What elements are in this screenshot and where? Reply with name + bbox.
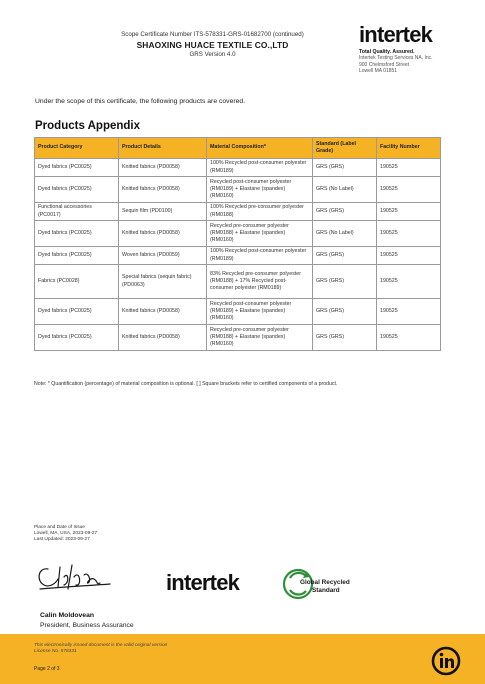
logo-wordmark: intertek (359, 22, 433, 47)
table-row (35, 203, 441, 221)
table-cell: Recycled pre-consumer polyester (RM0188) + Elastane (spandex) (RM0160) (207, 325, 313, 351)
products-table (34, 137, 441, 351)
issue-info (34, 525, 97, 544)
table-cell: 190525 (377, 299, 441, 325)
table-row (35, 299, 441, 325)
table-cell: Dyed fabrics (PC0025) (35, 325, 119, 351)
address-line: Intertek Testing Services NA, Inc. (359, 55, 433, 61)
table-cell: 190525 (377, 177, 441, 203)
table-cell: 190525 (377, 203, 441, 221)
logo-tagline: Total Quality. Assured. (359, 49, 415, 55)
signer-name: Calin Moldovean (40, 612, 95, 619)
table-row (35, 159, 441, 177)
table-cell: GRS (GRS) (313, 159, 377, 177)
table-cell: GRS (GRS) (313, 247, 377, 265)
certificate-reference: Scope Certificate Number ITS-578331-GRS-01682700 (continued) (121, 31, 304, 38)
table-cell: 100% Recycled post-consumer polyester (RM0189) (207, 247, 313, 265)
table-row (35, 177, 441, 203)
column-header: Product Category (35, 138, 119, 159)
footer-band (0, 634, 485, 684)
table-cell: 100% Recycled post-consumer polyester (RM0189) (207, 159, 313, 177)
table-cell: Fabrics (PC0028) (35, 265, 119, 299)
table-cell: GRS (GRS) (313, 203, 377, 221)
table-cell: Functional accessories (PC0017) (35, 203, 119, 221)
table-cell: 100% Recycled pre-consumer polyester (RM0188) (207, 203, 313, 221)
issue-label: Place and Date of Issue (34, 525, 85, 530)
table-cell: 190525 (377, 265, 441, 299)
table-cell: GRS (No Label) (313, 221, 377, 247)
table-cell: Dyed fabrics (PC0025) (35, 299, 119, 325)
intertek-in-icon (430, 645, 462, 677)
table-cell: Knitted fabrics (PD0058) (119, 325, 207, 351)
scope-statement: Under the scope of this certificate, the following products are covered. (35, 98, 246, 105)
table-row (35, 325, 441, 351)
table-cell: 190525 (377, 325, 441, 351)
table-cell: Knitted fabrics (PD0058) (119, 221, 207, 247)
column-header: Facility Number (377, 138, 441, 159)
issue-last-updated: Last Updated: 2023-09-27 (34, 537, 90, 543)
table-cell: Dyed fabrics (PC0025) (35, 247, 119, 265)
table-cell: Knitted fabrics (PD0058) (119, 159, 207, 177)
table-cell: 83% Recycled pre-consumer polyester (RM0188) + 17% Recycled post-consumer polyester (RM0189) (207, 265, 313, 299)
table-row (35, 265, 441, 299)
table-cell: Dyed fabrics (PC0025) (35, 177, 119, 203)
table-cell: GRS (GRS) (313, 265, 377, 299)
table-row (35, 247, 441, 265)
page-number: Page 2 of 3 (34, 666, 60, 672)
column-header: Standard (Label Grade) (313, 138, 377, 159)
table-cell: Woven fabrics (PD0059) (119, 247, 207, 265)
intertek-logo (359, 24, 469, 75)
table-note: Note: * Quantification (percentage) of material composition is optional. [ ] Square brackets refer to certified components of a product. (34, 381, 338, 387)
grs-line-1: Global Recycled (300, 579, 350, 586)
column-header: Material Composition* (207, 138, 313, 159)
table-cell: 190525 (377, 247, 441, 265)
table-header-row (35, 138, 441, 159)
table-cell: Dyed fabrics (PC0025) (35, 221, 119, 247)
standard-version: GRS Version 4.0 (189, 51, 236, 58)
appendix-title: Products Appendix (35, 120, 140, 132)
signer-title: President, Business Assurance (40, 622, 134, 629)
company-name: SHAOXING HUACE TEXTILE CO.,LTD (136, 40, 289, 50)
table-cell: GRS (No Label) (313, 177, 377, 203)
intertek-footer-logo: intertek (166, 570, 240, 595)
address-line: 900 Chelmsford Street (359, 61, 410, 68)
table-cell: Dyed fabrics (PC0025) (35, 159, 119, 177)
table-cell: Special fabrics (sequin fabric) (PD0063) (119, 265, 207, 299)
signature-image (34, 561, 114, 593)
column-header: Product Details (119, 138, 207, 159)
table-cell: Sequin film (PD0100) (119, 203, 207, 221)
license-line: License No. 578331 (34, 649, 77, 654)
table-row (35, 221, 441, 247)
table-cell: Recycled post-consumer polyester (RM0189) + Elastane (spandex) (RM0160) (207, 299, 313, 325)
table-cell: Knitted fabrics (PD0058) (119, 177, 207, 203)
grs-line-2: Standard (312, 587, 340, 594)
table-cell: Recycled post-consumer polyester (RM0189) + Elastane (spandex) (RM0160) (207, 177, 313, 203)
table-cell: 190525 (377, 159, 441, 177)
issue-place-date: Lowell, MA, USA, 2023-09-27 (34, 531, 98, 537)
table-cell: Knitted fabrics (PD0058) (119, 299, 207, 325)
footer-disclaimer (34, 643, 167, 655)
disclaimer-line: This electronically issued document is the valid original version (34, 643, 168, 648)
table-cell: 190525 (377, 221, 441, 247)
table-cell: Recycled pre-consumer polyester (RM0188) + Elastane (spandex) (RM0160) (207, 221, 313, 247)
grs-logo (282, 564, 354, 604)
address-line: Lowell MA 01851 (359, 68, 398, 75)
table-cell: GRS (GRS) (313, 299, 377, 325)
table-cell: GRS (GRS) (313, 325, 377, 351)
